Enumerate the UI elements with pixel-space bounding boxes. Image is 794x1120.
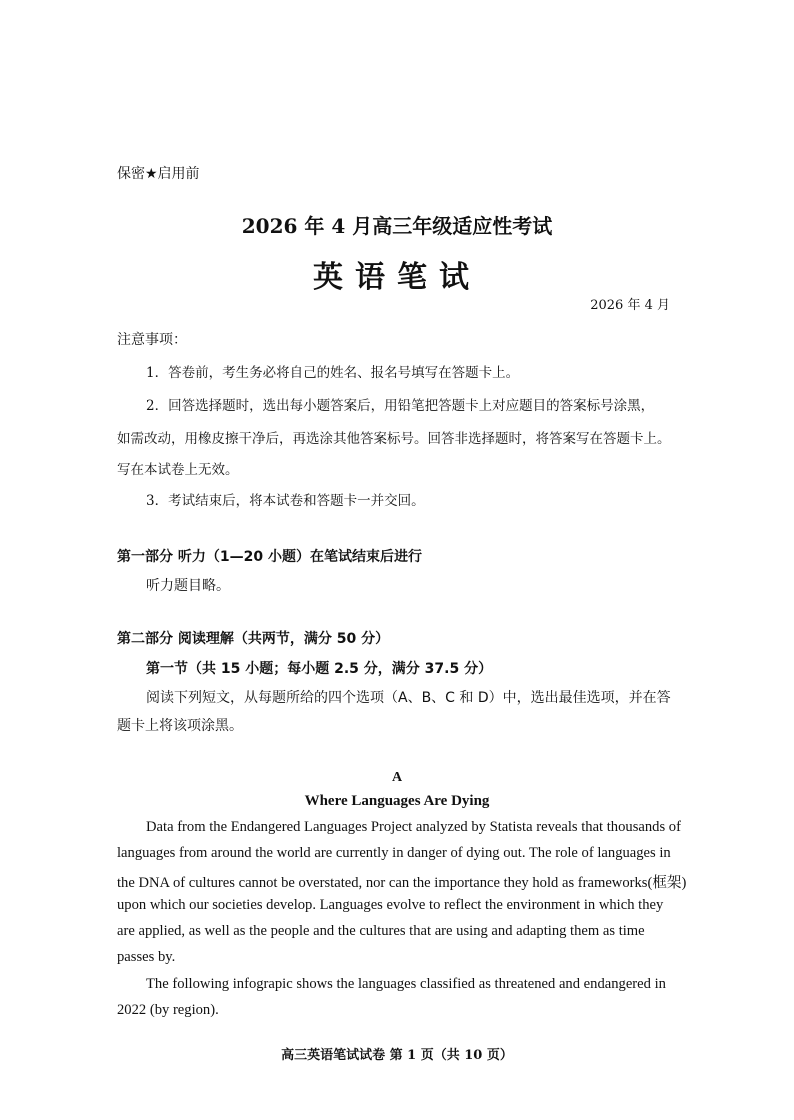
exam-date: 2026 年 4 月: [590, 298, 670, 313]
notice-heading: 注意事项：: [117, 332, 187, 348]
passage-title: Where Languages Are Dying: [304, 793, 490, 809]
notice-item-1: 1．答卷前，考生务必将自己的姓名、报名号填写在答题卡上。: [146, 365, 520, 381]
passage-line: upon which our societies develop. Languages evolve to reflect the environment in which they: [117, 897, 664, 913]
confidential-label: 保密★启用前: [117, 166, 200, 182]
passage-line: 2022 (by region).: [117, 1002, 219, 1018]
passage-line: The following infograpic shows the languages classified as threatened and endangered in: [146, 976, 666, 992]
notice-item-2-line-2: 如需改动，用橡皮擦干净后，再选涂其他答案标号。回答非选择题时，将答案写在答题卡上。: [117, 431, 671, 447]
page-footer: 高三英语笔试试卷 第 1 页（共 10 页）: [281, 1048, 513, 1063]
exam-title: 2026 年 4 月高三年级适应性考试: [241, 214, 553, 238]
passage-line: are applied, as well as the people and the cultures that are using and adapting them as time: [117, 923, 645, 939]
passage-label: A: [391, 770, 403, 785]
passage-line: Data from the Endangered Languages Project analyzed by Statista reveals that thousands of: [146, 819, 681, 835]
passage-line: the DNA of cultures cannot be overstated, nor can the importance they hold as frameworks(框架): [117, 875, 687, 891]
exam-subtitle: 英语笔试: [313, 260, 481, 295]
part1-note: 听力题目略。: [146, 578, 230, 594]
part2-heading: 第二部分 阅读理解（共两节，满分 50 分）: [117, 631, 390, 647]
part1-heading: 第一部分 听力（1—20 小题）在笔试结束后进行: [117, 549, 422, 565]
notice-item-2-line-3: 写在本试卷上无效。: [117, 462, 239, 478]
passage-line: languages from around the world are currently in danger of dying out. The role of languages in: [117, 845, 671, 861]
notice-item-2-line-1: 2．回答选择题时，选出每小题答案后，用铅笔把答题卡上对应题目的答案标号涂黑，: [146, 398, 655, 414]
part2-instruction-line-2: 题卡上将该项涂黑。: [117, 718, 243, 734]
notice-item-3: 3．考试结束后，将本试卷和答题卡一并交回。: [146, 493, 425, 509]
part2-instruction-line-1: 阅读下列短文，从每题所给的四个选项（A、B、C 和 D）中，选出最佳选项，并在答: [146, 690, 671, 706]
part2-section-heading: 第一节（共 15 小题；每小题 2.5 分，满分 37.5 分）: [146, 661, 493, 677]
passage-line: passes by.: [117, 949, 176, 965]
